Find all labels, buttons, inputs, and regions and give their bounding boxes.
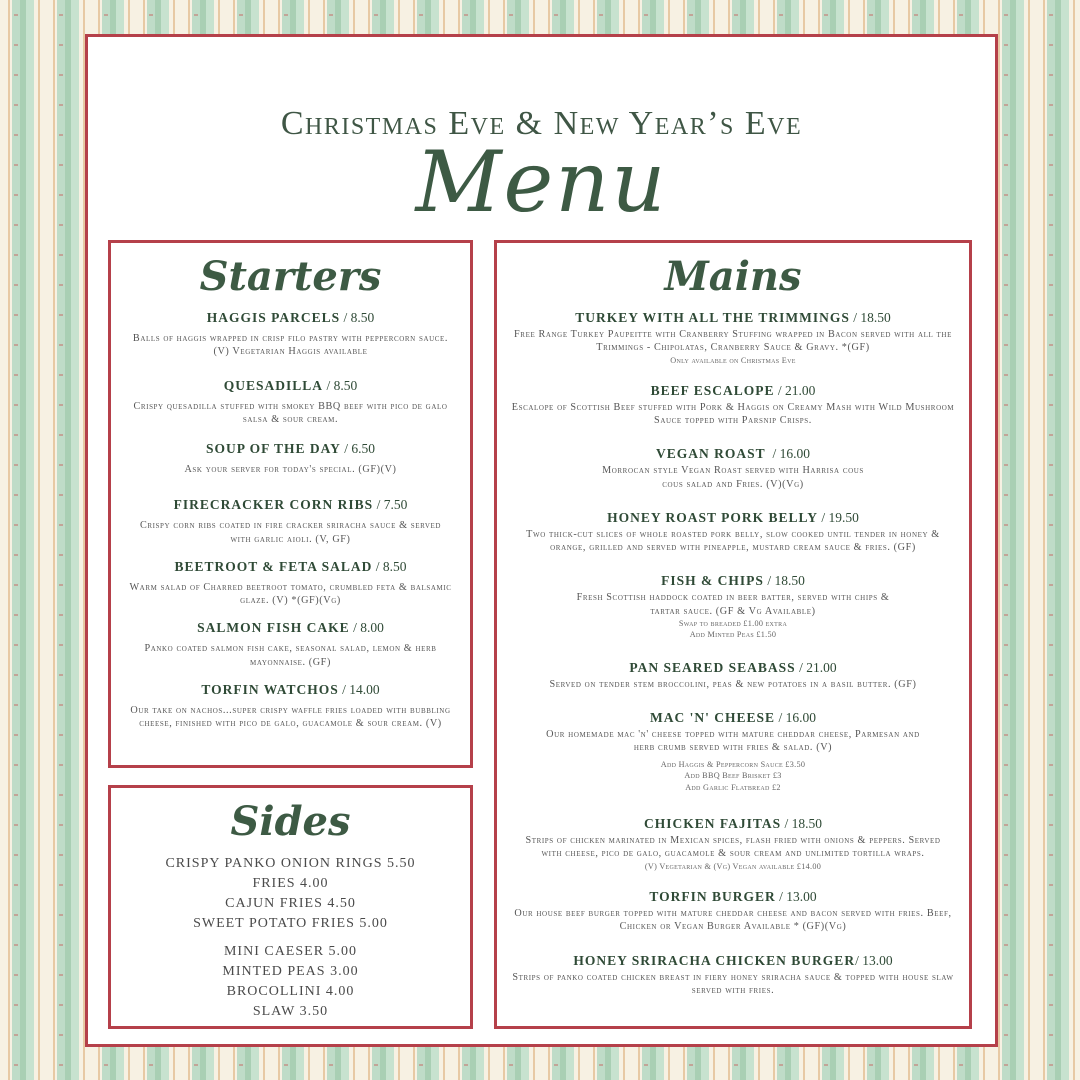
side-item: SLAW 3.50	[252, 1004, 329, 1019]
item-description: Fresh Scottish haddock coated in beer batter, served with chips & tartar sauce. (GF & Vg Available)	[576, 592, 890, 617]
side-item: MINI CAESER 5.00	[223, 944, 358, 959]
item-description: Panko coated salmon fish cake, seasonal salad, lemon & herb mayonnaise. (GF)	[144, 643, 437, 668]
mains-panel	[494, 240, 972, 1029]
item-price: / 16.00	[775, 710, 816, 726]
menu-item	[511, 443, 955, 491]
item-price: / 16.00	[765, 446, 810, 462]
item-name: FISH & CHIPS	[661, 573, 764, 589]
starters-title: Starters	[199, 253, 382, 300]
menu-item	[511, 657, 955, 691]
menu-item	[511, 380, 955, 428]
mains-title: Mains	[664, 253, 802, 300]
sides-panel	[108, 785, 473, 1029]
menu-item	[129, 494, 452, 546]
menu-item	[129, 307, 452, 359]
side-item: FRIES 4.00	[252, 876, 329, 891]
item-description: Our house beef burger topped with mature cheddar cheese and bacon served with fries. Beef, Chicken or Vegan Burger Available * (GF)(Vg)	[514, 908, 952, 933]
item-note: Add Garlic Flatbread £2	[685, 782, 781, 792]
menu-item	[511, 813, 955, 872]
menu-item	[129, 679, 452, 731]
item-price: / 18.50	[781, 816, 823, 832]
item-name: TURKEY WITH ALL THE TRIMMINGS	[575, 310, 850, 325]
menu-item	[511, 950, 955, 998]
item-price: / 21.00	[795, 659, 837, 675]
item-name: PAN SEARED SEABASS	[629, 659, 796, 675]
menu-item	[511, 707, 955, 793]
item-description: Morrocan style Vegan Roast served with Harrisa cous cous salad and Fries. (V)(Vg)	[602, 465, 864, 490]
item-price: / 8.50	[372, 558, 407, 574]
item-description: Our homemade mac 'n' cheese topped with mature cheddar cheese, Parmesan and herb crumb served with fries & salad. (V)	[546, 729, 920, 754]
item-name: BEEF ESCALOPE	[650, 382, 775, 398]
item-name: SALMON FISH CAKE	[197, 620, 350, 636]
item-description: Crispy corn ribs coated in fire cracker sriracha sauce & served with garlic aioli. (V, GF)	[139, 520, 442, 545]
item-description: Free Range Turkey Paupeitte with Cranberry Stuffing wrapped in Bacon served with all the Trimmings - Chipolatas, Cranberry Sauce & Gravy. *(GF)	[514, 329, 952, 354]
item-price: / 18.50	[849, 310, 891, 325]
item-description: (V) Vegetarian Haggis available	[213, 346, 368, 358]
menu-item	[511, 307, 955, 366]
item-name: VEGAN ROAST	[656, 446, 766, 462]
item-name: SOUP OF THE DAY	[205, 441, 341, 456]
item-note: Add Minted Peas £1.50	[689, 630, 777, 640]
item-description: Two thick-cut slices of whole roasted pork belly, slow cooked until tender in honey & orange, grilled and served with pineapple, mustard cream sauce & fries. (GF)	[526, 528, 940, 554]
item-name: QUESADILLA	[223, 377, 324, 393]
item-price: / 13.00	[775, 889, 817, 905]
item-price: / 14.00	[338, 681, 380, 697]
item-name: BEETROOT & FETA SALAD	[174, 558, 373, 574]
item-price: / 8.50	[340, 310, 375, 325]
item-price: / 21.00	[774, 382, 816, 398]
item-price: / 13.00	[855, 952, 893, 968]
item-description: Escalope of Scottish Beef stuffed with Pork & Haggis on Creamy Mash with Wild Mushroom Sauce topped with Parsnip Crisps.	[511, 401, 955, 427]
item-price: / 18.50	[763, 573, 805, 589]
item-price: / 8.00	[349, 620, 384, 636]
menu-item	[511, 570, 955, 640]
item-description: Strips of panko coated chicken breast in fiery honey sriracha sauce & topped with house slaw served with fries.	[512, 971, 954, 996]
side-item: MINTED PEAS 3.00	[222, 964, 359, 979]
side-item: SWEET POTATO FRIES 5.00	[193, 916, 388, 931]
item-note: (V) Vegetarian & (Vg) Vegan available £14.00	[644, 861, 822, 871]
item-name: HONEY ROAST PORK BELLY	[607, 509, 819, 525]
item-name: MAC 'N' CHEESE	[650, 710, 776, 726]
item-description: Crispy quesadilla stuffed with smokey BBQ beef with pico de galo salsa & sour cream.	[133, 400, 448, 425]
starters-panel	[108, 240, 473, 768]
item-note: Add BBQ Beef Brisket £3	[684, 771, 782, 781]
item-price: / 7.50	[373, 497, 408, 513]
item-name: HAGGIS PARCELS	[206, 310, 341, 325]
item-note: Only available on Christmas Eve	[670, 355, 796, 365]
item-name: TORFIN WATCHOS	[201, 681, 339, 697]
sides-title: Sides	[230, 798, 351, 845]
item-description: Served on tender stem broccolini, peas & new potatoes in a basil butter. (GF)	[549, 678, 917, 690]
item-name: HONEY SRIRACHA CHICKEN BURGER	[573, 952, 856, 968]
menu-item	[129, 617, 452, 669]
side-item: CRISPY PANKO ONION RINGS 5.50	[165, 856, 416, 871]
item-note: Add Haggis & Peppercorn Sauce £3.50	[660, 759, 806, 769]
item-description: Strips of chicken marinated in Mexican spices, flash fried with onions & peppers. Served with cheese, pico de galo, guacamole & sour cream and unlimited tortilla wraps.	[525, 835, 941, 860]
item-description: Ask your server for today's special. (GF)(V)	[184, 464, 397, 475]
side-item: CAJUN FRIES 4.50	[225, 896, 356, 911]
item-price: / 19.50	[818, 509, 859, 525]
menu-item	[129, 375, 452, 427]
item-price: / 8.50	[323, 377, 358, 393]
menu-title: Menu	[415, 133, 668, 231]
item-description: Warm salad of Charred beetroot tomato, crumbled feta & balsamic glaze. (V) *(GF)(Vg)	[129, 581, 452, 606]
side-item: BROCOLLINI 4.00	[226, 984, 355, 999]
item-name: CHICKEN FAJITAS	[643, 816, 782, 832]
item-description: Our take on nachos...super crispy waffle fries loaded with bubbling cheese, finished with pico de galo, guacamole & sour cream. (V)	[130, 704, 451, 729]
menu-item	[511, 507, 955, 555]
menu-item	[511, 886, 955, 934]
menu-item	[129, 556, 452, 608]
item-name: TORFIN BURGER	[649, 889, 776, 905]
item-note: Swap to breaded £1.00 extra	[678, 618, 788, 628]
item-description: Balls of haggis wrapped in crisp filo pastry with peppercorn sauce.	[132, 333, 449, 344]
item-price: / 6.50	[340, 441, 376, 456]
menu-subtitle: Christmas Eve & New Year’s Eve	[280, 105, 803, 142]
menu-item	[129, 438, 452, 476]
item-name: FIRECRACKER CORN RIBS	[173, 497, 374, 513]
